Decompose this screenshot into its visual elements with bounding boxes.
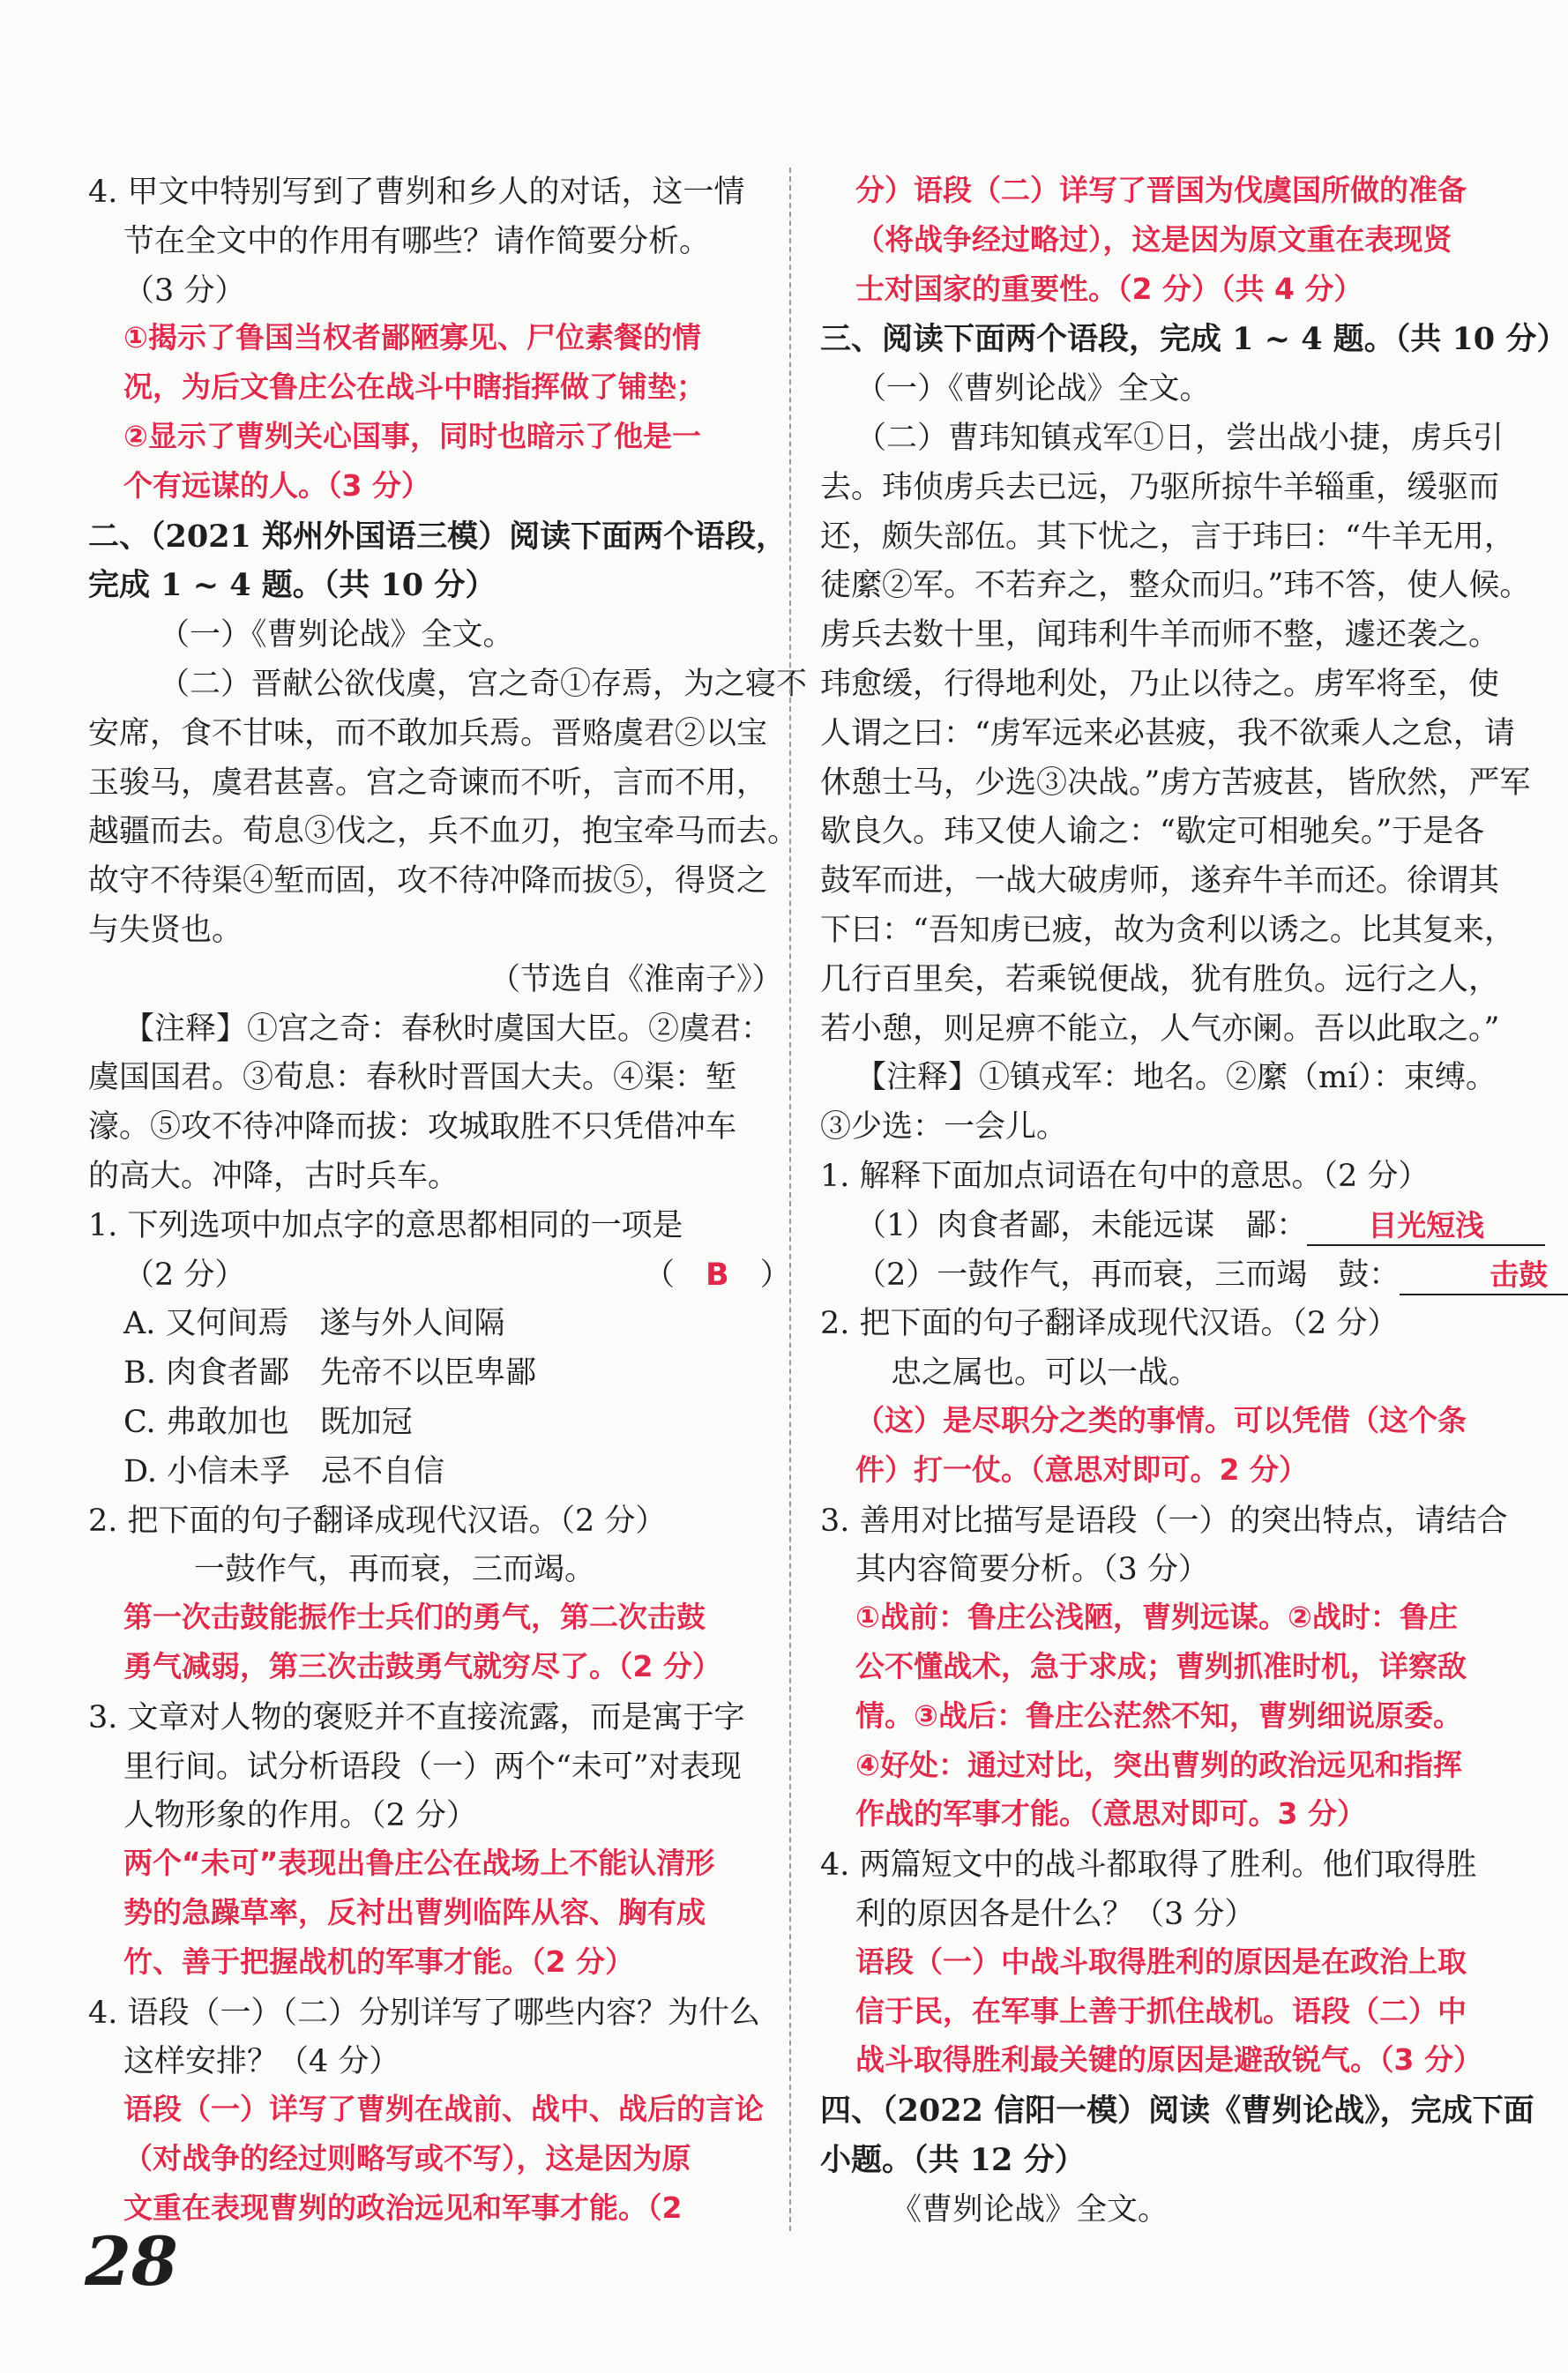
section-heading: 四、（2022 信阳一模）阅读《曹刿论战》，完成下面 (820, 2093, 1534, 2130)
paragraph-line: （一）《曹刿论战》全文。 (855, 371, 1211, 407)
answer-line: （对战争的经过则略写或不写），这是因为原 (123, 2141, 691, 2175)
answer-line: 勇气减弱，第三次击鼓勇气就穷尽了。（2 分） (123, 1649, 721, 1683)
blank-answer-2: 击鼓 (1400, 1252, 1568, 1295)
question-line: 2. 把下面的句子翻译成现代汉语。（2 分） (88, 1503, 667, 1539)
paragraph-line: （二）曹玮知镇戎军①日，尝出战小捷，虏兵引 (855, 421, 1505, 456)
paragraph-line: 【注释】①镇戎军：地名。②縻（mí）：束缚。 (855, 1060, 1497, 1096)
paragraph-line: 歇良久。玮又使人谕之：“歇定可相驰矣。”于是各 (820, 814, 1485, 850)
answer-line: ④好处：通过对比，突出曹刿的政治远见和指挥 (855, 1747, 1462, 1782)
answer-line: 士对国家的重要性。（2 分）（共 4 分） (855, 271, 1363, 306)
answer-line: 信于民，在军事上善于抓住战机。语段（二）中 (855, 1993, 1467, 2028)
answer-line: 语段（一）中战斗取得胜利的原因是在政治上取 (855, 1944, 1467, 1979)
paragraph-line: 去。玮侦虏兵去已远，乃驱所掠牛羊辎重，缓驱而 (820, 469, 1500, 505)
paragraph-line: 越疆而去。荀息③伐之，兵不血刃，抱宝牵马而去。 (88, 814, 799, 850)
answer-line: 第一次击鼓能振作士兵们的勇气，第二次击鼓 (123, 1600, 706, 1635)
answer-line: 竹、善于把握战机的军事才能。（2 分） (123, 1944, 634, 1979)
question-line: 2. 把下面的句子翻译成现代汉语。（2 分） (820, 1306, 1399, 1342)
paragraph-line: 徒縻②军。不若弃之，整众而归。”玮不答，使人候。 (820, 568, 1531, 604)
paragraph-line: 还，颇失部伍。其下忧之，言于玮曰：“牛羊无用， (820, 519, 1515, 555)
source-citation: （节选自《淮南子》） (489, 961, 783, 997)
question-line: 人物形象的作用。（2 分） (123, 1798, 477, 1834)
answer-line: 两个“未可”表现出鲁庄公在战场上不能认清形 (123, 1846, 715, 1881)
answer-line: 作战的军事才能。（意思对即可。3 分） (855, 1796, 1366, 1832)
question-line: 3. 善用对比描写是语段（一）的突出特点，请结合 (820, 1503, 1508, 1539)
paragraph-line: （二）晋献公欲伐虞，宫之奇①存焉，为之寝不 (159, 667, 808, 702)
paragraph-line: 的高大。冲降，古时兵车。 (88, 1159, 459, 1194)
paragraph-line: 下曰：“吾知虏已疲，故为贪利以诱之。比其复来， (820, 913, 1515, 948)
answer-line: （这）是尽职分之类的事情。可以凭借（这个条 (855, 1403, 1467, 1437)
answer-line: （将战争经过略过），这是因为原文重在表现贤 (855, 221, 1452, 257)
paragraph-line: 休憩士马，少选③决战。”虏方苦疲甚，皆欣然，严军 (820, 765, 1531, 801)
paragraph-line: 濠。⑤攻不待冲降而拔：攻城取胜不只凭借冲车 (88, 1109, 737, 1145)
fill-blank-question: （2）一鼓作气，再而衰，三而竭 鼓： 击鼓 (855, 1250, 1568, 1295)
question-line: 节在全文中的作用有哪些？请作简要分析。 (123, 223, 711, 259)
question-line: 利的原因各是什么？（3 分） (855, 1897, 1256, 1932)
paragraph-line: 玉骏马，虞君甚喜。宫之奇谏而不听，言而不用， (88, 765, 768, 801)
question-line: （3 分） (123, 272, 246, 309)
answer-line: 件）打一仗。（意思对即可。2 分） (855, 1451, 1308, 1487)
paragraph-line: ③少选：一会儿。 (820, 1109, 1068, 1145)
question-line: B. 肉食者鄙 先帝不以臣卑鄙 (123, 1355, 536, 1392)
answer-line: 文重在表现曹刿的政治远见和军事才能。（2 (123, 2190, 683, 2225)
answer-line: 战斗取得胜利最关键的原因是避敌锐气。（3 分） (855, 2042, 1482, 2078)
choice-answer: B (706, 1257, 729, 1293)
question-line: （2 分） (123, 1257, 246, 1293)
page-number: 28 (85, 2222, 178, 2301)
section-heading: 完成 1 ~ 4 题。（共 10 分） (88, 567, 497, 604)
question-line: 3. 文章对人物的褒贬并不直接流露，而是寓于字 (88, 1699, 745, 1735)
question-line: 1. 解释下面加点词语在句中的意思。（2 分） (820, 1159, 1430, 1194)
paragraph-line: 一鼓作气，再而衰，三而竭。 (194, 1552, 596, 1588)
answer-line: 公不懂战术，急于求成；曹刿抓准时机，详察敌 (855, 1649, 1467, 1683)
section-heading: 二、（2021 郑州外国语三模）阅读下面两个语段， (88, 518, 788, 555)
section-heading: 三、阅读下面两个语段，完成 1 ~ 4 题。（共 10 分） (820, 321, 1568, 358)
answer-line: 情。③战后：鲁庄公茫然不知，曹刿细说原委。 (855, 1698, 1462, 1733)
answer-line: ①揭示了鲁国当权者鄙陋寡见、尸位素餐的情 (123, 320, 701, 355)
answer-line: 个有远谋的人。（3 分） (123, 467, 430, 503)
paragraph-line: 玮愈缓，行得地利处，乃止以待之。虏军将至，使 (820, 667, 1500, 702)
question-line: 4. 甲文中特别写到了曹刿和乡人的对话，这一情 (88, 175, 745, 210)
paragraph-line: 安席，食不甘味，而不敢加兵焉。晋赂虞君②以宝 (88, 715, 768, 751)
paragraph-line: 《曹刿论战》全文。 (891, 2191, 1169, 2227)
question-line: 这样安排？（4 分） (123, 2044, 400, 2080)
paragraph-line: 虏兵去数十里，闻玮利牛羊而师不整，遽还袭之。 (820, 617, 1500, 653)
paragraph-line: 【注释】①宫之奇：春秋时虞国大臣。②虞君： (123, 1011, 773, 1047)
paragraph-line: 人谓之曰：“虏军远来必甚疲，我不欲乘人之怠，请 (820, 715, 1515, 751)
question-line: D. 小信未孚 忌不自信 (123, 1453, 445, 1489)
paragraph-line: 几行百里矣，若乘锐便战，犹有胜负。远行之人， (820, 961, 1500, 997)
answer-line: 语段（一）详写了曹刿在战前、战中、战后的言论 (123, 2092, 764, 2127)
question-line: A. 又何间焉 遂与外人间隔 (123, 1306, 505, 1342)
column-divider (789, 168, 791, 2231)
question-line: 4. 两篇短文中的战斗都取得了胜利。他们取得胜 (820, 1847, 1477, 1884)
paragraph-line: 若小憩，则足痹不能立，人气亦阑。吾以此取之。” (820, 1011, 1500, 1047)
section-heading: 小题。（共 12 分） (820, 2142, 1086, 2178)
question-line: 其内容简要分析。（3 分） (855, 1552, 1209, 1588)
question-line: C. 弗敢加也 既加冠 (123, 1405, 413, 1440)
choice-answer-bracket: （ B ） (644, 1257, 791, 1293)
question-line: 4. 语段（一）（二）分别详写了哪些内容？为什么 (88, 1995, 761, 2031)
answer-line: 分）语段（二）详写了晋国为伐虞国所做的准备 (855, 173, 1467, 207)
paragraph-line: （一）《曹刿论战》全文。 (159, 617, 514, 653)
paragraph-line: 虞国国君。③荀息：春秋时晋国大夫。④渠：堑 (88, 1060, 737, 1096)
question-line: 1. 下列选项中加点字的意思都相同的一项是 (88, 1207, 683, 1243)
paragraph-line: 鼓军而进，一战大破虏师，遂弃牛羊而还。徐谓其 (820, 863, 1500, 899)
paragraph-line: 与失贤也。 (88, 913, 243, 948)
answer-line: ②显示了曹刿关心国事，同时也暗示了他是一 (123, 419, 701, 453)
paragraph-line: 忠之属也。可以一战。 (891, 1355, 1200, 1392)
answer-line: ①战前：鲁庄公浅陋，曹刿远谋。②战时：鲁庄 (855, 1600, 1458, 1635)
blank-answer-1: 目光短浅 (1307, 1203, 1545, 1246)
question-line: 里行间。试分析语段（一）两个“未可”对表现 (123, 1749, 742, 1785)
answer-line: 势的急躁草率，反衬出曹刿临阵从容、胸有成 (123, 1895, 706, 1929)
paragraph-line: 故守不待渠④堑而固，攻不待冲降而拔⑤，得贤之 (88, 863, 768, 899)
fill-blank-question: （1）肉食者鄙，未能远谋 鄙： 目光短浅 (855, 1201, 1545, 1246)
answer-line: 况，为后文鲁庄公在战斗中瞎指挥做了铺垫； (123, 369, 706, 405)
